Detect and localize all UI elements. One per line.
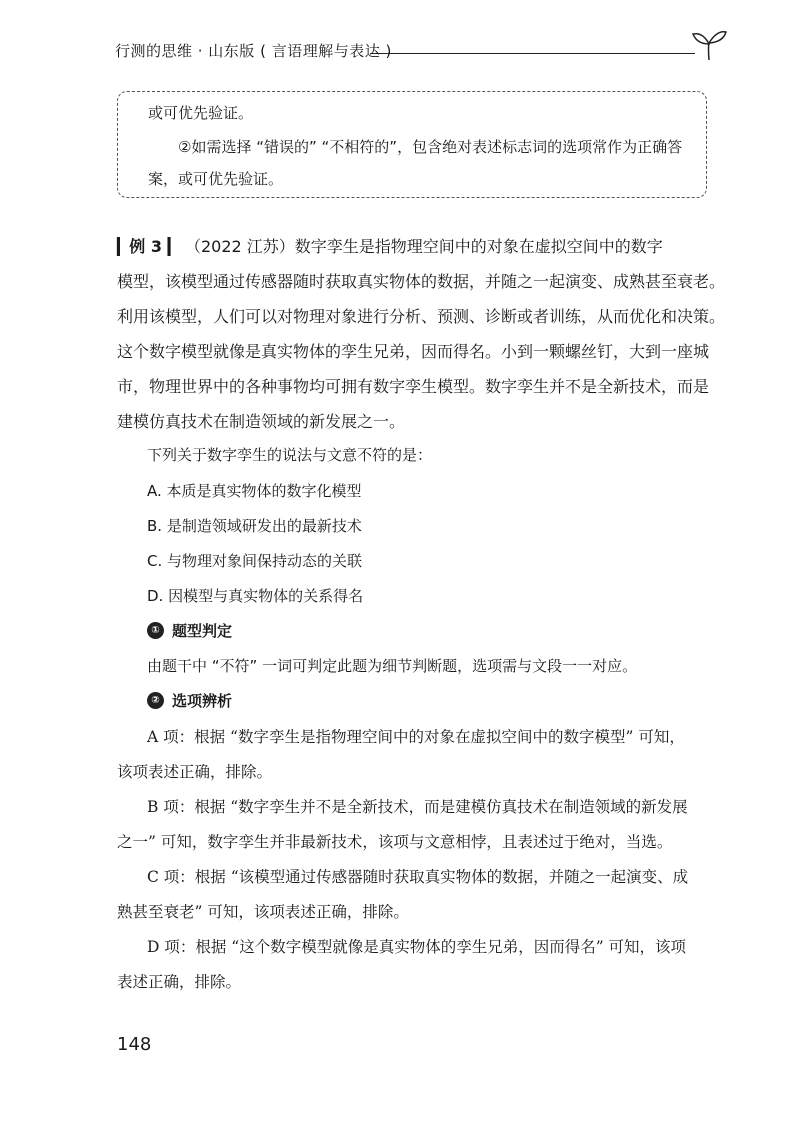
tip-text-line: 案，或可优先验证。 [148,170,284,188]
option-a: A. 本质是真实物体的数字化模型 [147,482,362,500]
analysis-a [117,720,717,790]
page-number: 148 [117,1034,152,1055]
header-title: 行测的思维 · 山东版 ( 言语理解与表达 ) [115,42,392,60]
circled-number-icon: ② [147,692,164,709]
sprout-icon [689,26,729,62]
analysis-line: D 项：根据 “这个数字模型就像是真实物体的孪生兄弟，因而得名” 可知，该项 [147,938,687,956]
analysis-b [117,790,717,860]
tip-text-line: 或可优先验证。 [148,104,254,122]
question-stem: 下列关于数字孪生的说法与文意不符的是： [147,446,433,464]
example-passage [117,229,726,439]
section-type-heading [147,620,232,641]
tip-box [117,91,707,198]
example-line: 建模仿真技术在制造领域的新发展之一。 [117,412,406,431]
option-b: B. 是制造领域研发出的最新技术 [147,517,362,535]
example-line: 模型，该模型通过传感器随时获取真实物体的数据，并随之一起演变、成熟甚至衰老。 [117,272,726,291]
analysis-line: B 项：根据 “数字孪生并不是全新技术，而是建模仿真技术在制造领域的新发展 [147,798,688,816]
example-line: 利用该模型，人们可以对物理对象进行分析、预测、诊断或者训练，从而优化和决策。 [117,307,726,326]
section-title: 选项辨析 [172,692,233,710]
analysis-line: C 项：根据 “该模型通过传感器随时获取真实物体的数据，并随之一起演变、成 [147,868,689,886]
analysis-line: 表述正确，排除。 [117,973,242,991]
analysis-line: A 项：根据 “数字孪生是指物理空间中的对象在虚拟空间中的数字模型” 可知， [147,728,685,746]
header-rule [370,53,695,54]
analysis-line: 之一” 可知，数字孪生并非最新技术，该项与文意相悖，且表述过于绝对，当选。 [117,833,673,851]
example-line: 市，物理世界中的各种事物均可拥有数字孪生模型。数字孪生并不是全新技术，而是 [117,377,710,396]
example-label: ▎例 3 ▎ [117,237,180,256]
analysis-c [117,860,717,930]
analysis-d [117,930,717,1000]
analysis-line: 熟甚至衰老” 可知，该项表述正确，排除。 [117,903,409,921]
option-c: C. 与物理对象间保持动态的关联 [147,552,363,570]
tip-text-line: ②如需选择 “错误的” “不相符的”，包含绝对表述标志词的选项常作为正确答 [178,138,683,156]
page-header [115,26,715,66]
analysis-line: 该项表述正确，排除。 [117,763,273,781]
circled-number-icon: ① [147,622,164,639]
example-text: （2022 江苏）数字孪生是指物理空间中的对象在虚拟空间中的数字 [184,237,663,256]
type-text: 由题干中 “不符” 一词可判定此题为细节判断题，选项需与文段一一对应。 [147,657,638,675]
example-line: 这个数字模型就像是真实物体的孪生兄弟，因而得名。小到一颗螺丝钉，大到一座城 [117,342,710,361]
example-line [117,229,717,264]
section-analysis-heading [147,690,232,711]
section-title: 题型判定 [172,622,233,640]
option-d: D. 因模型与真实物体的关系得名 [147,587,364,605]
